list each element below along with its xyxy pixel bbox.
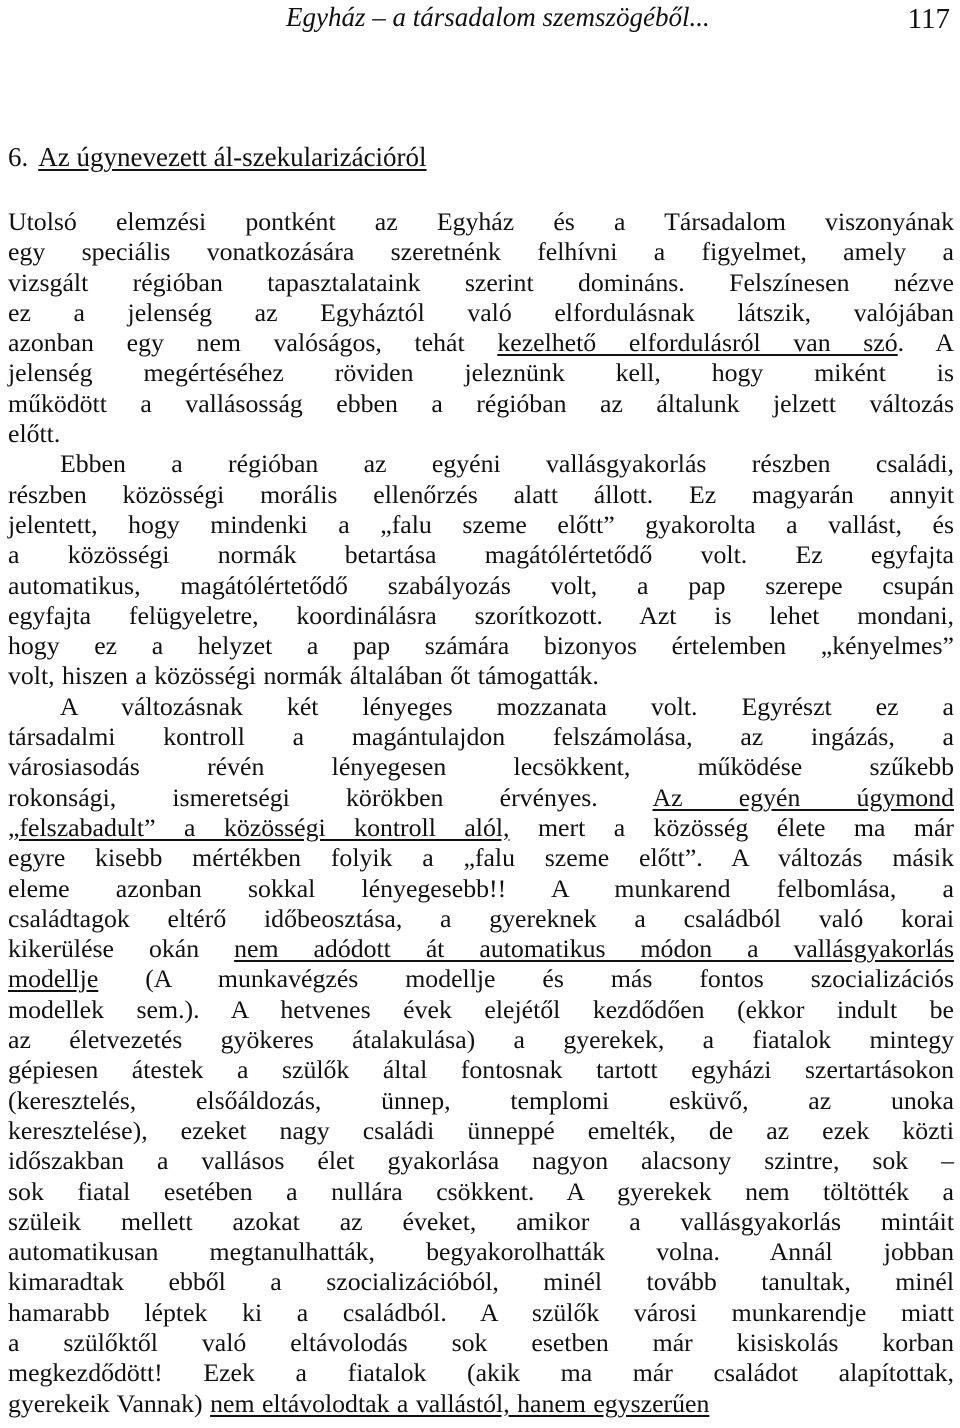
- text-line: [8, 358, 954, 388]
- section-number: 6.: [8, 142, 29, 172]
- text-segment: a közösségi normák betartása magátólértetődő volt. Ez egyfajta: [8, 540, 954, 570]
- text-segment: A változásnak két lényeges mozzanata volt. Egyrészt ez a: [60, 691, 954, 721]
- text-line: [8, 631, 954, 661]
- text-segment: modellek sem.). A hetvenes évek elejétől kezdődően (ekkor indult be: [8, 994, 954, 1024]
- text-segment: részben közösségi morális ellenőrzés alatt állott. Ez magyarán annyit: [8, 479, 954, 509]
- text-line: [8, 904, 954, 934]
- text-line: [8, 480, 954, 510]
- text-line: [8, 1298, 954, 1328]
- text-segment: vizsgált régióban tapasztalataink szerint domináns. Felszínesen nézve: [8, 267, 954, 297]
- text-line: [8, 1389, 954, 1419]
- text-segment: az életvezetés gyökeres átalakulása) a gyerekek, a fiatalok mintegy: [8, 1025, 954, 1055]
- text-line: [8, 964, 954, 994]
- text-segment: egyre kisebb mértékben folyik a „falu szeme előtt”. A változás másik: [8, 843, 954, 873]
- text-line: [8, 1328, 954, 1358]
- text-line: [8, 1267, 954, 1297]
- text-segment: mert a közösség élete ma már: [509, 812, 954, 842]
- text-line: [8, 449, 954, 479]
- text-segment: kikerülése okán: [8, 934, 235, 964]
- text-line: [8, 1177, 954, 1207]
- text-segment: jelenség megértéséhez röviden jeleznünk kell, hogy miként is: [8, 358, 954, 388]
- text-line: [8, 1055, 954, 1085]
- text-segment: hamarabb léptek ki a családból. A szülők városi munkarendje miatt: [8, 1297, 954, 1327]
- section-heading: [8, 142, 954, 172]
- text-line: [8, 1237, 954, 1267]
- text-line: [8, 601, 954, 631]
- underlined-text: nem adódott át automatikus módon a vallásgyakorlás: [234, 934, 954, 964]
- text-segment: azonban egy nem valóságos, tehát: [8, 328, 498, 358]
- text-segment: automatikus, magátólértetődő szabályozás volt, a pap szerepe csupán: [8, 570, 954, 600]
- text-segment: volt, hiszen a közösségi normák általában őt támogatták.: [8, 661, 599, 691]
- text-line: [8, 540, 954, 570]
- text-line: [8, 783, 954, 813]
- text-line: [8, 389, 954, 419]
- text-line: [8, 1116, 954, 1146]
- text-segment: automatikusan megtanulhatták, begyakorolhatták volna. Annál jobban: [8, 1237, 954, 1267]
- underlined-text: kezelhető elfordulásról van szó: [497, 328, 898, 358]
- text-segment: egyfajta felügyeletre, koordinálásra szorítkozott. Azt is lehet mondani,: [8, 600, 954, 630]
- text-segment: társadalmi kontroll a magántulajdon felszámolása, az ingázás, a: [8, 722, 954, 752]
- text-line: [8, 874, 954, 904]
- running-title: Egyház – a társadalom szemszögéből...: [286, 2, 710, 32]
- text-line: [8, 1207, 954, 1237]
- text-line: [8, 995, 954, 1025]
- underlined-text: nem eltávolodtak a vallástól, hanem egyszerűen: [210, 1388, 710, 1418]
- text-segment: eleme azonban sokkal lényegesebb!! A munkarend felbomlása, a: [8, 873, 954, 903]
- text-segment: gyerekeik Vannak): [8, 1388, 211, 1418]
- text-segment: városiasodás révén lényegesen lecsökkent, működése szűkebb: [8, 752, 954, 782]
- text-line: [8, 722, 954, 752]
- text-line: [8, 1146, 954, 1176]
- text-segment: . A: [897, 328, 955, 358]
- text-line: [8, 692, 954, 722]
- text-segment: egy speciális vonatkozására szeretnénk felhívni a figyelmet, amely a: [8, 237, 954, 267]
- text-segment: a szülőktől való eltávolodás sok esetben már kisiskolás korban: [8, 1327, 954, 1357]
- page-number: 117: [907, 3, 950, 35]
- text-segment: Utolsó elemzési pontként az Egyház és a Társadalom viszonyának: [8, 207, 954, 236]
- underlined-text: Az egyén úgymond: [652, 782, 954, 812]
- text-segment: előtt.: [8, 419, 61, 449]
- text-segment: sok fiatal esetében a nullára csökkent. A gyerekek nem töltötték a: [8, 1176, 954, 1206]
- text-line: [8, 328, 954, 358]
- text-segment: keresztelése), ezeket nagy családi ünneppé emelték, de az ezek közti: [8, 1115, 954, 1145]
- text-segment: családtagok eltérő időbeosztása, a gyereknek a családból való korai: [8, 903, 954, 933]
- text-segment: (keresztelés, elsőáldozás, ünnep, templomi esküvő, az unoka: [8, 1085, 954, 1115]
- text-segment: jelentett, hogy mindenki a „falu szeme előtt” gyakorolta a vallást, és: [8, 509, 954, 539]
- running-header: [8, 0, 954, 44]
- text-line: [8, 843, 954, 873]
- text-segment: gépiesen átestek a szülők által fontosnak tartott egyházi szertartásokon: [8, 1055, 954, 1085]
- text-line: [8, 752, 954, 782]
- text-segment: megkezdődött! Ezek a fiatalok (akik ma már családot alapítottak,: [8, 1358, 954, 1388]
- text-segment: időszakban a vallásos élet gyakorlása nagyon alacsony szintre, sok –: [8, 1146, 954, 1176]
- text-line: [8, 1025, 954, 1055]
- text-line: [8, 207, 954, 237]
- text-line: [8, 268, 954, 298]
- text-segment: hogy ez a helyzet a pap számára bizonyos értelemben „kényelmes”: [8, 631, 954, 661]
- text-line: [8, 661, 954, 691]
- underlined-text: modellje: [8, 964, 99, 994]
- text-segment: rokonsági, ismeretségi körökben érvényes.: [8, 782, 653, 812]
- text-line: [8, 419, 954, 449]
- underlined-text: „felszabadult” a közösségi kontroll alól,: [8, 812, 510, 842]
- text-line: [8, 571, 954, 601]
- text-line: [8, 510, 954, 540]
- text-segment: ez a jelenség az Egyháztól való elfordulásnak látszik, valójában: [8, 297, 954, 327]
- document-page: [8, 0, 954, 1419]
- text-segment: Ebben a régióban az egyéni vallásgyakorlás részben családi,: [60, 449, 954, 479]
- text-segment: kimaradtak ebből a szocializációból, minél tovább tanultak, minél: [8, 1267, 954, 1297]
- text-line: [8, 237, 954, 267]
- text-line: [8, 1358, 954, 1388]
- section-title: Az úgynevezett ál-szekularizációról: [38, 142, 427, 172]
- text-line: [8, 934, 954, 964]
- body-text: [8, 207, 954, 1419]
- text-segment: szüleik mellett azokat az éveket, amikor a vallásgyakorlás mintáit: [8, 1206, 954, 1236]
- text-line: [8, 298, 954, 328]
- text-line: [8, 1086, 954, 1116]
- text-line: [8, 813, 954, 843]
- text-segment: működött a vallásosság ebben a régióban az általunk jelzett változás: [8, 388, 954, 418]
- text-segment: (A munkavégzés modellje és más fontos szocializációs: [98, 964, 954, 994]
